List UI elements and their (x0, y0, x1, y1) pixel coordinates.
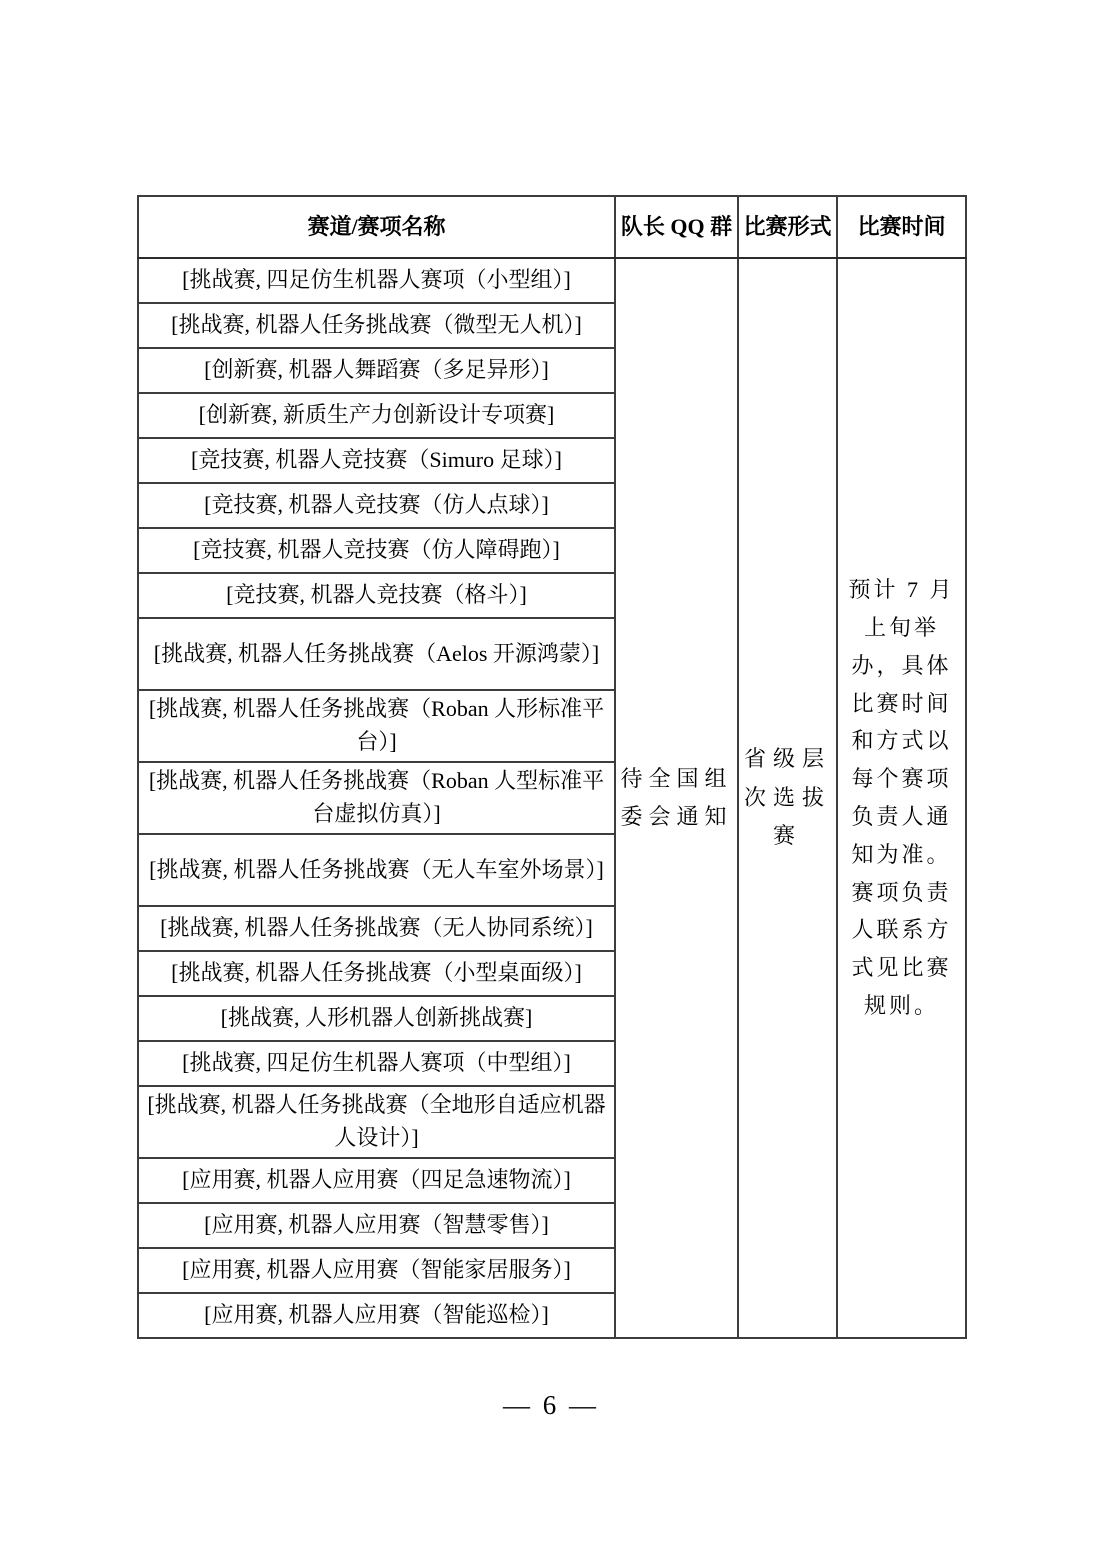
table-header-row (138, 196, 966, 258)
event-name-cell: [挑战赛, 机器人任务挑战赛（全地形自适应机器人设计）] (138, 1086, 615, 1158)
event-name-cell: [挑战赛, 机器人任务挑战赛（微型无人机）] (138, 303, 615, 348)
event-name-cell: [挑战赛, 机器人任务挑战赛（小型桌面级）] (138, 951, 615, 996)
event-name-cell: [应用赛, 机器人应用赛（四足急速物流）] (138, 1158, 615, 1203)
table-row (138, 258, 966, 303)
event-name-cell: [竞技赛, 机器人竞技赛（格斗）] (138, 573, 615, 618)
competition-format-cell: 省级层次选拔赛 (738, 258, 837, 1338)
col-header-competition-time: 比赛时间 (837, 196, 966, 258)
event-name-cell: [挑战赛, 机器人任务挑战赛（无人车室外场景）] (138, 834, 615, 906)
event-name-cell: [应用赛, 机器人应用赛（智能家居服务）] (138, 1248, 615, 1293)
event-name-cell: [挑战赛, 机器人任务挑战赛（Roban 人型标准平台虚拟仿真）] (138, 762, 615, 834)
event-name-cell: [竞技赛, 机器人竞技赛（Simuro 足球）] (138, 438, 615, 483)
event-name-cell: [挑战赛, 机器人任务挑战赛（无人协同系统）] (138, 906, 615, 951)
event-name-cell: [竞技赛, 机器人竞技赛（仿人障碍跑）] (138, 528, 615, 573)
competition-events-table (137, 195, 967, 1339)
competition-time-cell: 预计 7 月上旬举办，具体比赛时间和方式以每个赛项负责人通知为准。赛项负责人联系方式见比赛规则。 (837, 258, 966, 1338)
event-name-cell: [应用赛, 机器人应用赛（智能巡检）] (138, 1293, 615, 1338)
event-name-cell: [挑战赛, 机器人任务挑战赛（Aelos 开源鸿蒙）] (138, 618, 615, 690)
captain-qq-group-cell: 待全国组委会通知 (615, 258, 738, 1338)
event-name-cell: [挑战赛, 机器人任务挑战赛（Roban 人形标准平台）] (138, 690, 615, 762)
event-name-cell: [应用赛, 机器人应用赛（智慧零售）] (138, 1203, 615, 1248)
col-header-track-event-name: 赛道/赛项名称 (138, 196, 615, 258)
event-name-cell: [挑战赛, 四足仿生机器人赛项（小型组）] (138, 258, 615, 303)
col-header-competition-format: 比赛形式 (738, 196, 837, 258)
event-name-cell: [挑战赛, 人形机器人创新挑战赛] (138, 996, 615, 1041)
page-number: — 6 — (503, 1390, 599, 1420)
event-name-cell: [挑战赛, 四足仿生机器人赛项（中型组）] (138, 1041, 615, 1086)
event-name-cell: [创新赛, 新质生产力创新设计专项赛] (138, 393, 615, 438)
event-name-cell: [竞技赛, 机器人竞技赛（仿人点球）] (138, 483, 615, 528)
event-name-cell: [创新赛, 机器人舞蹈赛（多足异形）] (138, 348, 615, 393)
col-header-captain-qq-group: 队长 QQ 群 (615, 196, 738, 258)
